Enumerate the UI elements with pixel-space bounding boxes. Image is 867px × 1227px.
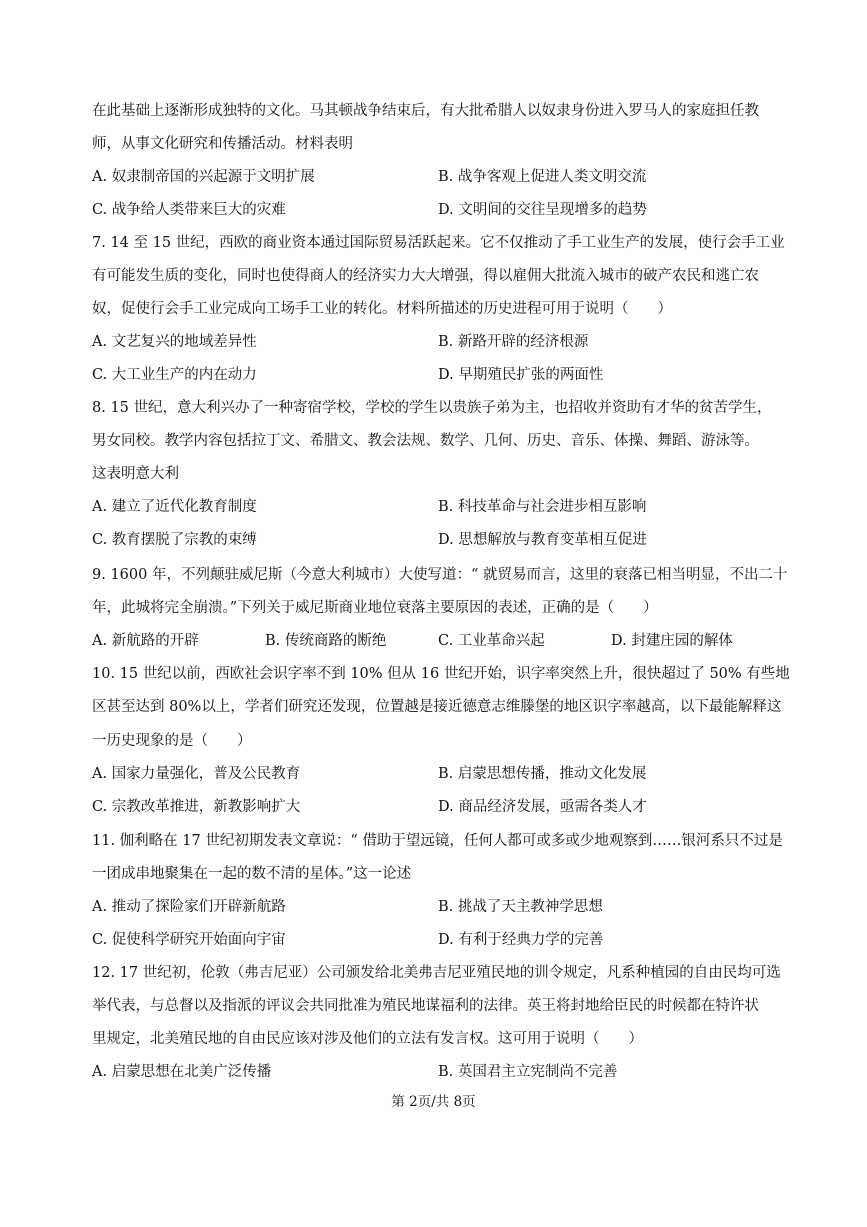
question-8-text: 男女同校。教学内容包括拉丁文、希腊文、教会法规、数学、几何、历史、音乐、体操、舞蹈、游泳等。 (92, 433, 759, 449)
q11-option-c[interactable]: C. 促使科学研究开始面向宇宙 (92, 932, 286, 948)
question-8-text: 这表明意大利 (92, 466, 179, 482)
q9-option-c[interactable]: C. 工业革命兴起 (438, 633, 545, 649)
q9-option-a[interactable]: A. 新航路的开辟 (92, 633, 199, 649)
q7-option-b[interactable]: B. 新路开辟的经济根源 (438, 334, 589, 350)
q11-option-a[interactable]: A. 推动了探险家们开辟新航路 (92, 899, 286, 915)
question-text-line: 在此基础上逐渐形成独特的文化。马其顿战争结束后，有大批希腊人以奴隶身份进入罗马人的家庭担任教 (92, 103, 759, 119)
option-c[interactable]: C. 战争给人类带来巨大的灾难 (92, 202, 286, 218)
option-d[interactable]: D. 文明间的交往呈现增多的趋势 (438, 202, 647, 218)
question-12-text: 12. 17 世纪初，伦敦（弗吉尼亚）公司颁发给北美弗吉尼亚殖民地的训令规定，凡系种植园的自由民均可选 (92, 965, 781, 981)
q8-option-b[interactable]: B. 科技革命与社会进步相互影响 (438, 499, 647, 515)
question-11-text: 一团成串地聚集在一起的数不清的星体。”这一论述 (92, 866, 412, 882)
question-10-text: 10. 15 世纪以前，西欧社会识字率不到 10% 但从 16 世纪开始，识字率突然上升，很快超过了 50% 有些地 (92, 666, 790, 682)
q10-option-d[interactable]: D. 商品经济发展，亟需各类人才 (438, 799, 647, 815)
question-text-line: 师，从事文化研究和传播活动。材料表明 (92, 136, 353, 152)
q8-option-c[interactable]: C. 教育摆脱了宗教的束缚 (92, 532, 257, 548)
q12-option-b[interactable]: B. 英国君主立宪制尚不完善 (438, 1064, 618, 1080)
question-10-text: 区甚至达到 80%以上，学者们研究还发现，位置越是接近德意志维滕堡的地区识字率越高，以下最能解释这 (92, 699, 782, 715)
q9-option-d[interactable]: D. 封建庄园的解体 (611, 633, 733, 649)
q9-option-b[interactable]: B. 传统商路的断绝 (265, 633, 387, 649)
question-12-text: 里规定，北美殖民地的自由民应该对涉及他们的立法有发言权。这可用于说明（ ） (92, 1031, 643, 1047)
q11-option-d[interactable]: D. 有利于经典力学的完善 (438, 932, 604, 948)
question-7-text: 7. 14 至 15 世纪，西欧的商业资本通过国际贸易活跃起来。它不仅推动了手工业生产的发展，使行会手工业 (92, 235, 785, 251)
page-number-footer: 第 2页/共 8页 (391, 1094, 476, 1110)
q11-option-b[interactable]: B. 挑战了天主教神学思想 (438, 899, 603, 915)
question-8-text: 8. 15 世纪，意大利兴办了一种寄宿学校，学校的学生以贵族子弟为主，也招收并资助有才华的贫苦学生， (92, 400, 772, 416)
question-7-text: 有可能发生质的变化，同时也使得商人的经济实力大大增强，得以雇佣大批流入城市的破产农民和逃亡农 (92, 268, 759, 284)
q7-option-c[interactable]: C. 大工业生产的内在动力 (92, 367, 257, 383)
q12-option-a[interactable]: A. 启蒙思想在北美广泛传播 (92, 1064, 272, 1080)
question-11-text: 11. 伽利略在 17 世纪初期发表文章说：“ 借助于望远镜，任何人都可或多或少地观察到……银河系只不过是 (92, 833, 783, 849)
option-a[interactable]: A. 奴隶制帝国的兴起源于文明扩展 (92, 169, 315, 185)
q10-option-b[interactable]: B. 启蒙思想传播，推动文化发展 (438, 766, 647, 782)
question-10-text: 一历史现象的是（ ） (92, 733, 252, 749)
question-9-text: 年，此城将完全崩溃。”下列关于威尼斯商业地位衰落主要原因的表述，正确的是（ ） (92, 600, 658, 616)
option-b[interactable]: B. 战争客观上促进人类文明交流 (438, 169, 647, 185)
q8-option-d[interactable]: D. 思想解放与教育变革相互促进 (438, 532, 647, 548)
q7-option-a[interactable]: A. 文艺复兴的地域差异性 (92, 334, 257, 350)
q7-option-d[interactable]: D. 早期殖民扩张的两面性 (438, 367, 604, 383)
q10-option-a[interactable]: A. 国家力量强化，普及公民教育 (92, 766, 301, 782)
q10-option-c[interactable]: C. 宗教改革推进，新教影响扩大 (92, 799, 301, 815)
question-7-text: 奴，促使行会手工业完成向工场手工业的转化。材料所描述的历史进程可用于说明（ ） (92, 301, 672, 317)
question-9-text: 9. 1600 年，不列颠驻威尼斯（今意大利城市）大使写道：“ 就贸易而言，这里的衰落已相当明显，不出二十 (92, 567, 788, 583)
question-12-text: 举代表，与总督以及指派的评议会共同批准为殖民地谋福利的法律。英王将封地给臣民的时候都在特许状 (92, 998, 759, 1014)
q8-option-a[interactable]: A. 建立了近代化教育制度 (92, 499, 257, 515)
